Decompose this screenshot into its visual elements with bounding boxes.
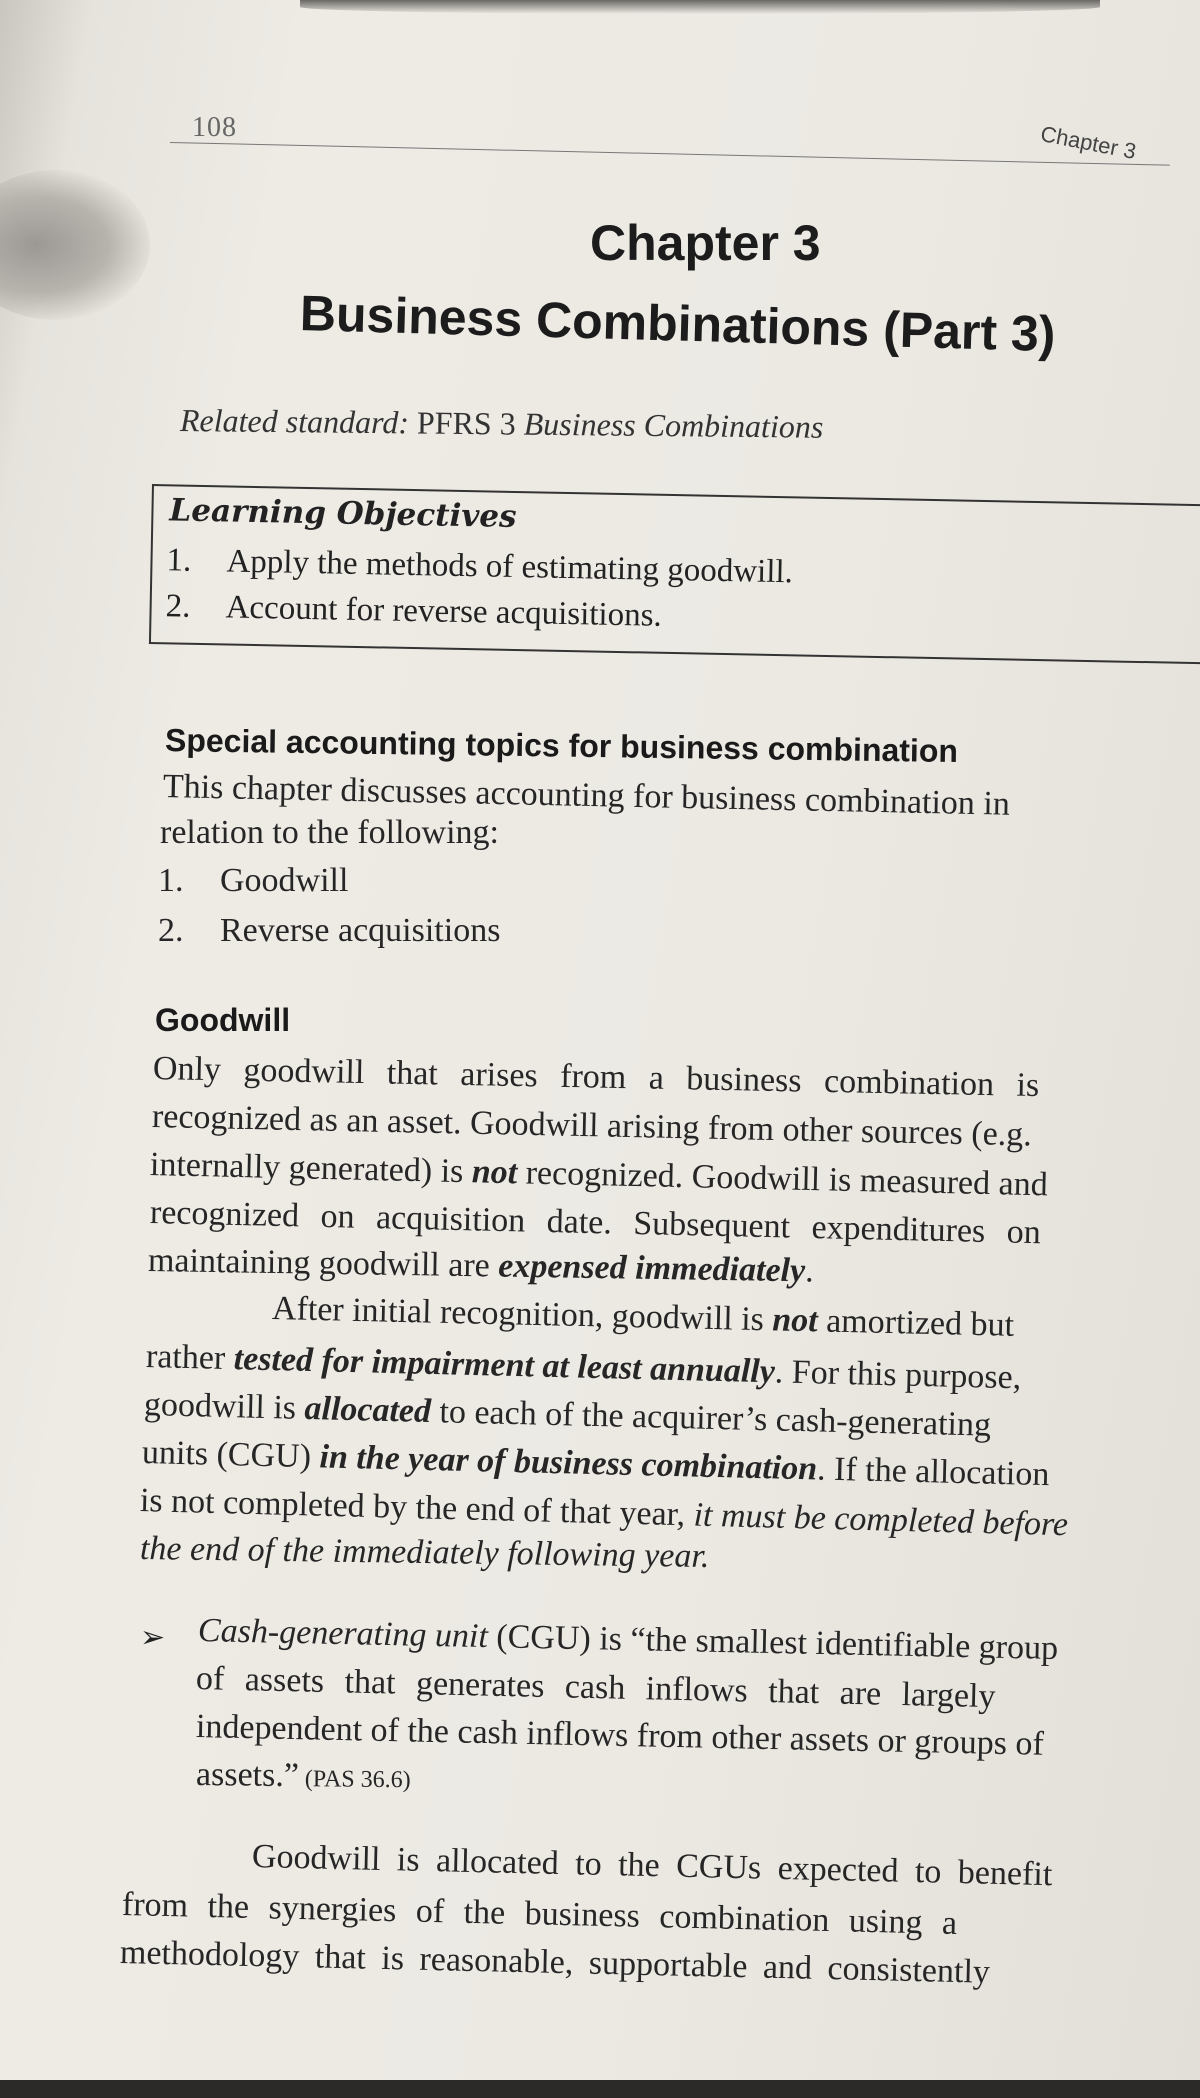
text-run: rather (145, 1338, 235, 1378)
cgu-definition-line: independent of the cash inflows from other assets or groups of (195, 1708, 1045, 1763)
emphasis-completed: it must be completed before (693, 1496, 1069, 1544)
text-run: amortized but (817, 1302, 1015, 1344)
chapter-title: Business Combinations (Part 3) (299, 285, 1057, 363)
goodwill-paragraph-line: recognized on acquisition date. Subsequent expenditures on (149, 1194, 1042, 1252)
emphasis-not: not (771, 1301, 819, 1340)
objective-item (166, 542, 793, 591)
header-rule (170, 142, 1170, 166)
emphasis-expensed: expensed immediately (497, 1247, 806, 1290)
citation: (PAS 36.6) (298, 1766, 411, 1794)
goodwill-heading: Goodwill (155, 1002, 291, 1038)
topic-text: Goodwill (220, 862, 349, 899)
emphasis-year: in the year of business combination (319, 1438, 818, 1488)
related-standard-label: Related standard: (179, 402, 410, 441)
text-run: units (CGU) (141, 1434, 320, 1476)
text-run: goodwill is (143, 1386, 305, 1427)
emphasis-allocated: allocated (304, 1389, 432, 1431)
objective-text: Apply the methods of estimating goodwill. (226, 543, 794, 591)
emphasis-impairment: tested for impairment at least annually (233, 1340, 776, 1391)
cgu-definition-line (196, 1756, 411, 1796)
chapter-number: Chapter 3 (590, 215, 821, 271)
learning-objectives-title: Learning Objectives (169, 492, 517, 535)
text-run: After initial recognition, goodwill is (271, 1290, 773, 1339)
objective-text: Account for reverse acquisitions. (225, 589, 663, 634)
goodwill-paragraph-line: Only goodwill that arises from a business combination is (152, 1050, 1040, 1105)
topic-list-item (158, 862, 348, 900)
goodwill-paragraph-line: recognized as an asset. Goodwill arising from other sources (e.g. (151, 1098, 1033, 1154)
goodwill-paragraph-line (144, 1386, 992, 1445)
objective-number: 1. (166, 542, 192, 579)
goodwill-paragraph-line (272, 1290, 1015, 1345)
special-topics-intro-line: relation to the following: (160, 814, 499, 851)
text-run: . If the allocation (816, 1450, 1050, 1494)
page-top-shadow (300, 0, 1100, 14)
text-run: internally generated) is (149, 1146, 473, 1191)
bullet-arrow-icon: ➢ (140, 1621, 166, 1654)
text-run: maintaining goodwill are (147, 1242, 499, 1285)
running-head: Chapter 3 (1038, 121, 1139, 164)
cgu-definition-line (198, 1612, 1059, 1668)
text-run: is not completed by the end of that year, (139, 1482, 695, 1534)
learning-objectives-box (149, 484, 1200, 664)
goodwill-allocation-line: from the synergies of the business combination using a (121, 1886, 958, 1942)
cgu-definition-line: of assets that generates cash inflows that are largely (195, 1660, 996, 1716)
goodwill-paragraph-line (148, 1242, 814, 1290)
cgu-term: Cash-generating unit (197, 1612, 489, 1656)
objective-item (165, 588, 662, 635)
page-number: 108 (192, 112, 237, 143)
topic-number: 1. (158, 862, 184, 899)
topic-number: 2. (158, 912, 184, 949)
emphasis-not: not (471, 1153, 518, 1192)
related-standard-title: Business Combinations (523, 405, 824, 445)
goodwill-allocation-line: methodology that is reasonable, supportable and consistently (119, 1934, 991, 1991)
thumb-blur (0, 170, 150, 320)
text-run: to each of the acquirer’s cash-generating (430, 1393, 992, 1444)
text-run: assets.” (195, 1756, 300, 1795)
topic-list-item (158, 912, 500, 950)
text-run: recognized. Goodwill is measured and (516, 1154, 1049, 1204)
objective-number: 2. (165, 588, 191, 625)
text-run: . For this purpose, (774, 1353, 1022, 1397)
related-standard (180, 402, 824, 446)
special-topics-heading: Special accounting topics for business combination (164, 722, 959, 770)
text-run: . (804, 1252, 814, 1290)
topic-text: Reverse acquisitions (220, 912, 501, 949)
goodwill-paragraph-line (150, 1146, 1049, 1204)
goodwill-allocation-line: Goodwill is allocated to the CGUs expected to benefit (251, 1838, 1053, 1894)
page-bottom-edge (0, 2080, 1200, 2098)
text-run: (CGU) is “the smallest identifiable group (487, 1618, 1059, 1668)
goodwill-paragraph-line (140, 1530, 710, 1576)
related-standard-code: PFRS 3 (416, 404, 516, 442)
emphasis-following-year: the end of the immediately following year. (139, 1530, 710, 1575)
special-topics-intro-line: This chapter discusses accounting for business combination in (162, 768, 1011, 823)
